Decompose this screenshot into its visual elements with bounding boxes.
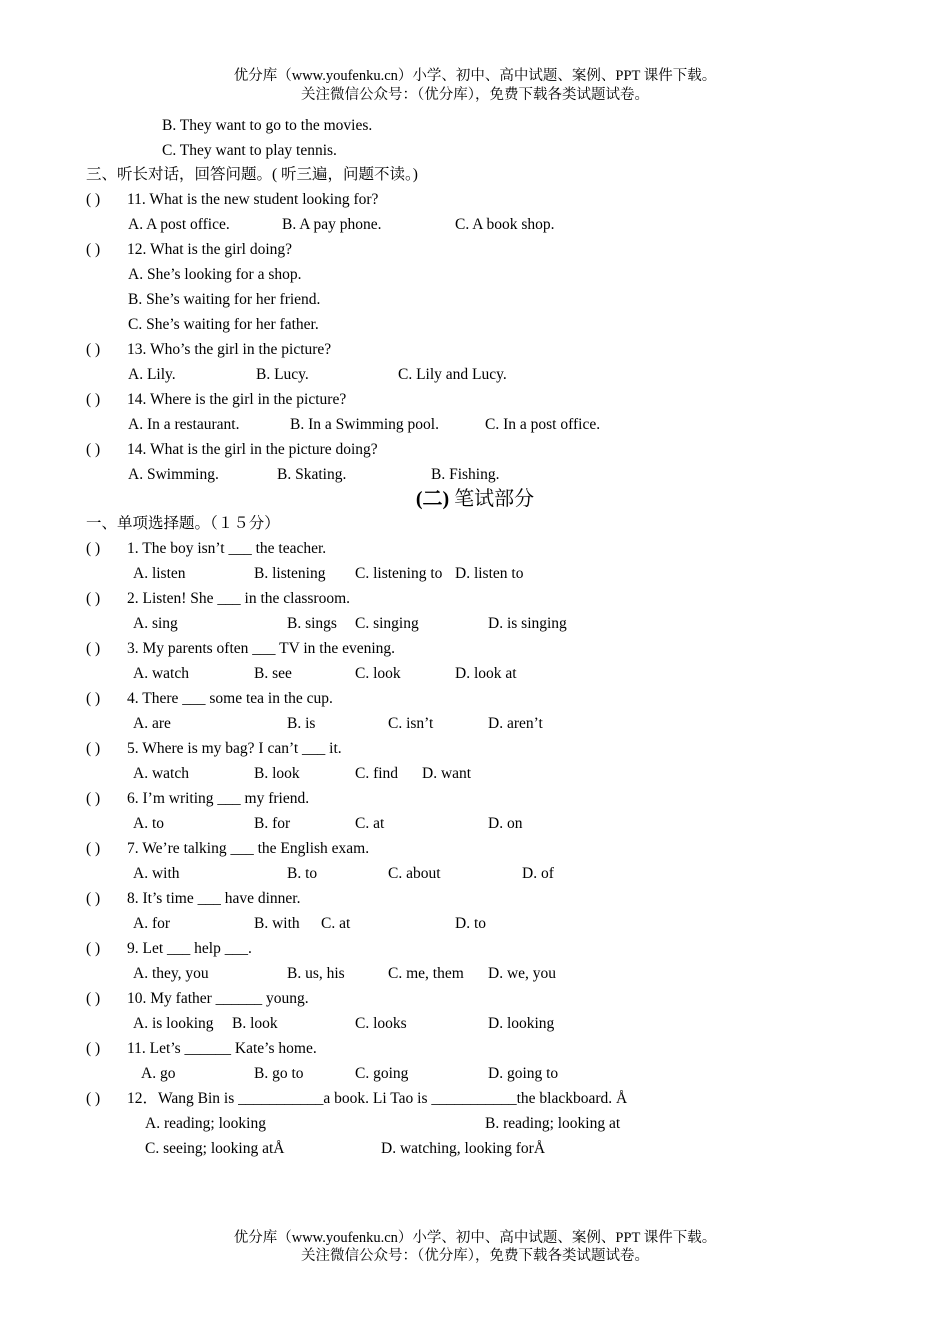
option-a: A. A post office. xyxy=(128,216,230,233)
option-c: C. at xyxy=(321,915,351,932)
option-c: C. seeing; looking atÅ xyxy=(145,1140,285,1157)
option-b: B. go to xyxy=(254,1065,304,1082)
page-header-line-2: 关注微信公众号：（优分库），免费下载各类试题试卷。 xyxy=(301,87,649,103)
option-d: D. look at xyxy=(455,665,517,682)
question-text: 11. Let’s ______ Kate’s home. xyxy=(127,1040,317,1057)
question-text: 13. Who’s the girl in the picture? xyxy=(127,341,332,358)
page-footer-line-1: 优分库（www.youfenku.cn）小学、初中、高中试题、案例、PPT 课件下载。 xyxy=(233,1230,717,1246)
question-text: 11. What is the new student looking for? xyxy=(127,191,379,208)
option-a: A. Lily. xyxy=(128,366,176,383)
option-a: A. sing xyxy=(133,615,178,632)
answer-blank: ( ) xyxy=(86,1090,101,1107)
question-text: 1. The boy isn’t ___ the teacher. xyxy=(127,540,327,557)
answer-blank: ( ) xyxy=(86,690,101,707)
option-c: C. me, them xyxy=(388,965,464,982)
section-heading: 三、听长对话，回答问题。( 听三遍，问题不读。) xyxy=(86,166,418,183)
option-a: A. watch xyxy=(133,765,189,782)
question-text: 3. My parents often ___ TV in the evening. xyxy=(127,640,396,657)
option-b: B. us, his xyxy=(287,965,345,982)
option-b: B. sings xyxy=(287,615,337,632)
page-header-line-1: 优分库（www.youfenku.cn）小学、初中、高中试题、案例、PPT 课件下载。 xyxy=(233,68,717,84)
option-c: C. listening to xyxy=(355,565,443,582)
option-a: A. In a restaurant. xyxy=(128,416,240,433)
option-b: B. look xyxy=(254,765,300,782)
question-text: 9. Let ___ help ___. xyxy=(127,940,252,957)
option-c: C. They want to play tennis. xyxy=(162,142,337,159)
option-b: B. with xyxy=(254,915,300,932)
option-a: A. listen xyxy=(133,565,186,582)
option-a: A. for xyxy=(133,915,171,932)
option-c: B. Fishing. xyxy=(431,466,500,483)
answer-blank: ( ) xyxy=(86,191,101,208)
option-d: D. watching, looking forÅ xyxy=(381,1140,546,1157)
question-text: 6. I’m writing ___ my friend. xyxy=(127,790,310,807)
option-d: D. to xyxy=(455,915,486,932)
option-c: C. In a post office. xyxy=(485,416,601,433)
option-a: A. Swimming. xyxy=(128,466,219,483)
question-text: 12. What is the girl doing? xyxy=(127,241,293,258)
option-b: B. is xyxy=(287,715,316,732)
answer-blank: ( ) xyxy=(86,241,101,258)
option-d: D. is singing xyxy=(488,615,567,632)
option-a: A. are xyxy=(133,715,171,732)
option-d: D. of xyxy=(522,865,554,882)
question-text: 4. There ___ some tea in the cup. xyxy=(127,690,333,707)
part-title-number: (二) xyxy=(415,488,450,510)
option-b: B. look xyxy=(232,1015,278,1032)
option-d: D. listen to xyxy=(455,565,524,582)
answer-blank: ( ) xyxy=(86,441,101,458)
option-c: C. at xyxy=(355,815,385,832)
answer-blank: ( ) xyxy=(86,1040,101,1057)
question-text: 14. What is the girl in the picture doing? xyxy=(127,441,378,458)
option-b: B. reading; looking at xyxy=(485,1115,621,1132)
option-c: C. going xyxy=(355,1065,409,1082)
answer-blank: ( ) xyxy=(86,940,101,957)
option-b: B. Lucy. xyxy=(256,366,309,383)
option-a: A. with xyxy=(133,865,180,882)
option-b: B. see xyxy=(254,665,292,682)
question-text: 14. Where is the girl in the picture? xyxy=(127,391,347,408)
option-b: B. listening xyxy=(254,565,326,582)
page-footer-line-2: 关注微信公众号：（优分库），免费下载各类试题试卷。 xyxy=(301,1248,649,1264)
option-c: C. A book shop. xyxy=(455,216,555,233)
question-text: 7. We’re talking ___ the English exam. xyxy=(127,840,370,857)
answer-blank: ( ) xyxy=(86,540,101,557)
option-b: B. They want to go to the movies. xyxy=(162,117,373,134)
answer-blank: ( ) xyxy=(86,391,101,408)
answer-blank: ( ) xyxy=(86,590,101,607)
option-b: B. for xyxy=(254,815,291,832)
part-title xyxy=(0,487,950,511)
option-b: B. Skating. xyxy=(277,466,347,483)
question-text: 2. Listen! She ___ in the classroom. xyxy=(127,590,350,607)
option-a: A. to xyxy=(133,815,164,832)
question-text: 10. My father ______ young. xyxy=(127,990,309,1007)
option-c: C. She’s waiting for her father. xyxy=(128,316,319,333)
option-a: A. She’s looking for a shop. xyxy=(128,266,302,283)
option-d: D. aren’t xyxy=(488,715,543,732)
option-c: C. look xyxy=(355,665,401,682)
option-a: A. is looking xyxy=(133,1015,214,1032)
option-d: D. want xyxy=(422,765,472,782)
option-a: A. they, you xyxy=(133,965,209,982)
option-b: B. In a Swimming pool. xyxy=(290,416,439,433)
option-d: D. on xyxy=(488,815,523,832)
question-text: 5. Where is my bag? I can’t ___ it. xyxy=(127,740,342,757)
option-d: D. looking xyxy=(488,1015,555,1032)
question-text: 8. It’s time ___ have dinner. xyxy=(127,890,301,907)
option-a: A. go xyxy=(141,1065,176,1082)
option-c: C. find xyxy=(355,765,399,782)
option-c: C. Lily and Lucy. xyxy=(398,366,507,383)
answer-blank: ( ) xyxy=(86,990,101,1007)
option-d: D. we, you xyxy=(488,965,557,982)
question-text: 12．Wang Bin is ___________a book. Li Tao is ___________the blackboard. Å xyxy=(127,1090,628,1107)
answer-blank: ( ) xyxy=(86,740,101,757)
option-b: B. to xyxy=(287,865,318,882)
option-b: B. She’s waiting for her friend. xyxy=(128,291,321,308)
answer-blank: ( ) xyxy=(86,790,101,807)
answer-blank: ( ) xyxy=(86,840,101,857)
option-a: A. watch xyxy=(133,665,189,682)
option-c: C. about xyxy=(388,865,441,882)
option-b: B. A pay phone. xyxy=(282,216,382,233)
option-c: C. looks xyxy=(355,1015,407,1032)
option-c: C. singing xyxy=(355,615,419,632)
option-a: A. reading; looking xyxy=(145,1115,266,1132)
answer-blank: ( ) xyxy=(86,640,101,657)
part-title-text: 笔试部分 xyxy=(449,488,535,510)
answer-blank: ( ) xyxy=(86,341,101,358)
section-heading: 一、单项选择题。（１５分） xyxy=(86,515,280,532)
answer-blank: ( ) xyxy=(86,890,101,907)
option-c: C. isn’t xyxy=(388,715,434,732)
option-d: D. going to xyxy=(488,1065,559,1082)
